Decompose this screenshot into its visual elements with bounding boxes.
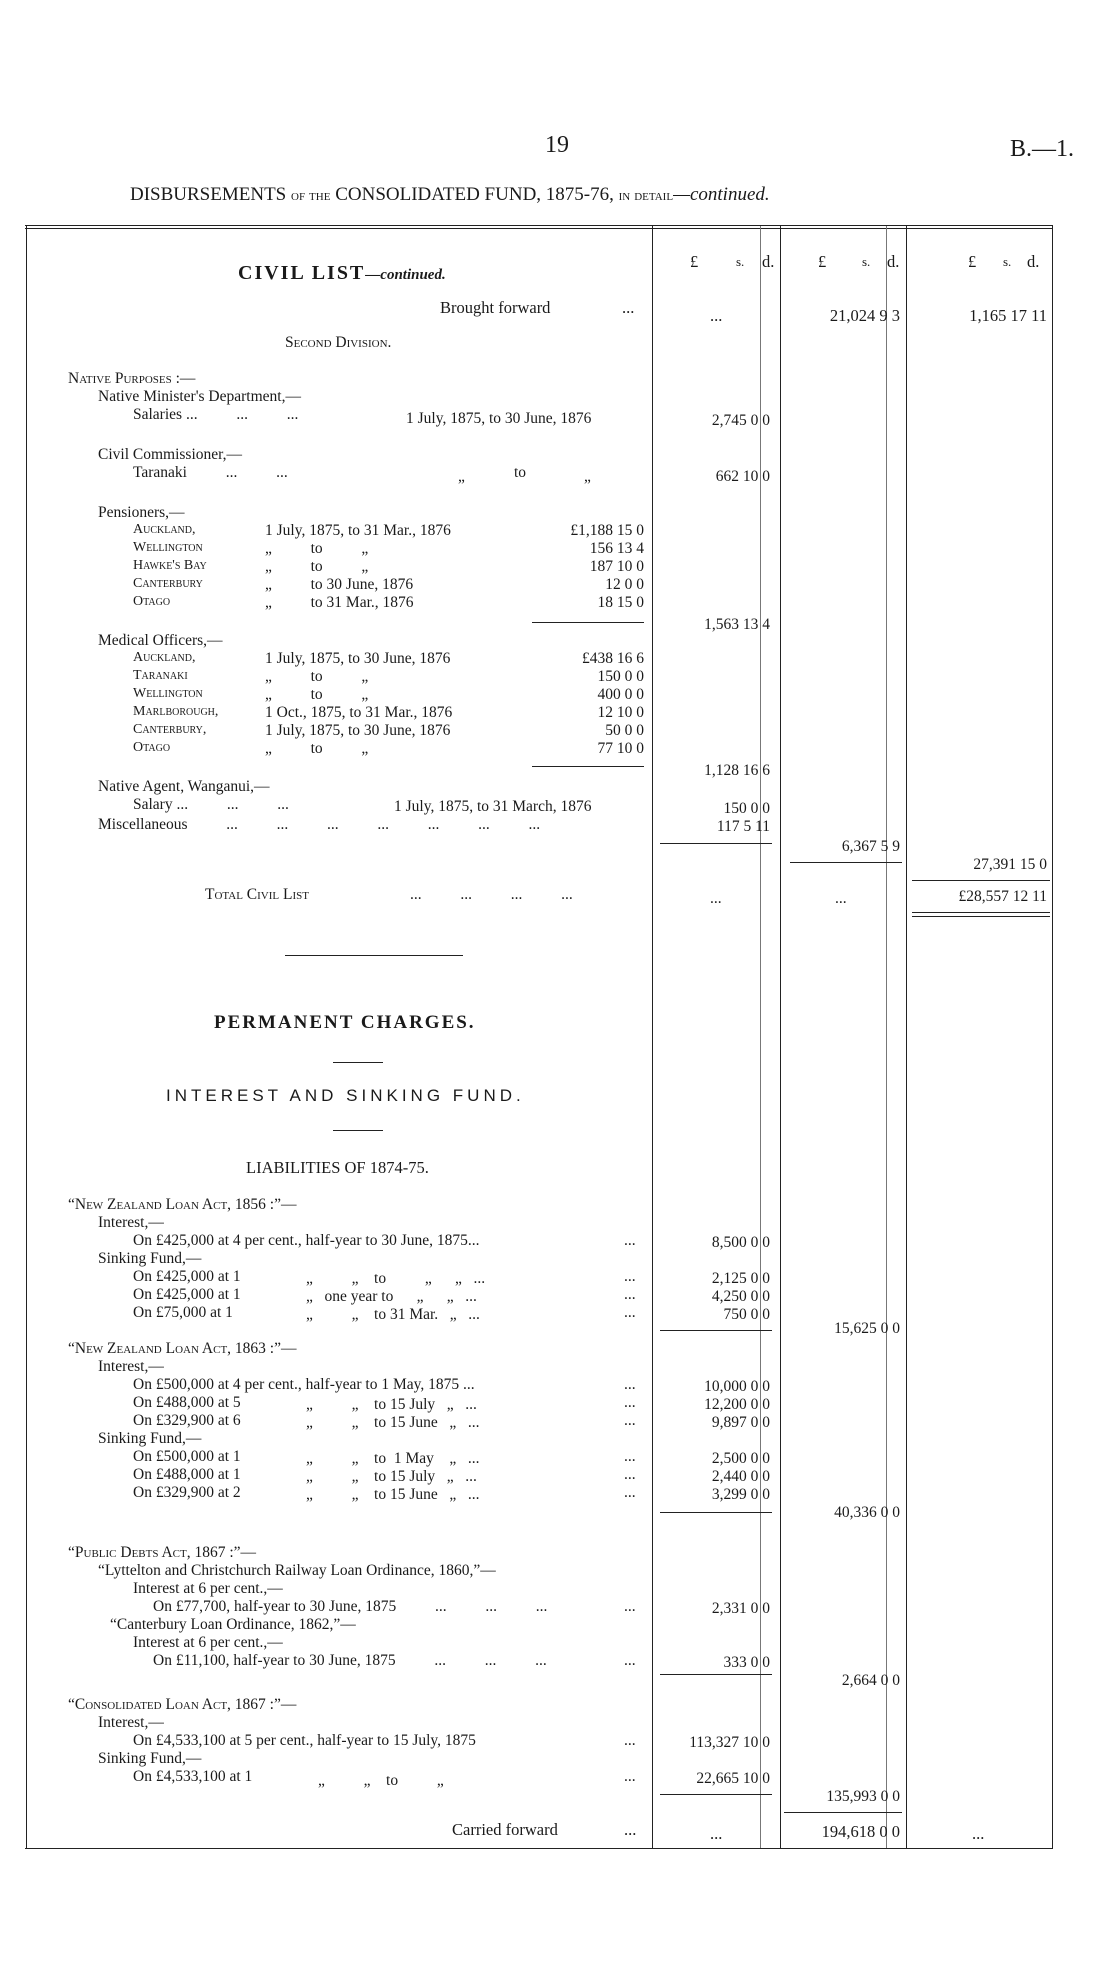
row-amount: 150 0 0 [597,668,644,685]
row-amount: 12 10 0 [597,704,644,721]
dots: ... [624,1412,636,1429]
heading-cont: —continued. [365,267,446,283]
loan-line: On £425,000 at 1 [133,1268,241,1285]
loan-line: On £75,000 at 1 [133,1304,233,1321]
ditto: „ [584,468,591,485]
col1-shillings: s. [736,254,745,269]
page-number: 19 [545,132,569,158]
table-top-rule [25,225,1053,226]
carried-col2: 194,618 0 0 [821,1822,900,1841]
period: „ to „ [265,668,369,685]
carried-col3: ... [972,1824,985,1843]
subtotal-rule [784,1812,902,1813]
interest-sinking-heading: INTEREST AND SINKING FUND. [166,1086,525,1105]
dots: ... [624,1268,636,1285]
salary-period: 1 July, 1875, to 31 March, 1876 [394,798,592,815]
section-divider [285,955,463,956]
nz1856-interest: On £425,000 at 4 per cent., half-year to 30 June, 1875... [133,1232,480,1249]
col2-pounds: £ [818,252,827,271]
loan-amount: 9,897 0 0 [711,1414,770,1431]
subtotal-rule [790,862,902,863]
place-name: Canterbury, [133,722,207,737]
loan-amount: 2,500 0 0 [711,1450,770,1467]
canterbury-amount: 333 0 0 [723,1654,770,1671]
place-name: Auckland, [133,650,196,665]
row-amount: £1,188 15 0 [570,522,644,539]
col3-pence: d. [1027,252,1040,271]
period: 1 July, 1875, to 30 June, 1876 [265,650,451,667]
subtotal-rule [532,622,644,623]
brought-forward-label: Brought forward [440,298,551,317]
cla-sinking-amount: 22,665 10 0 [696,1770,770,1787]
subtotal-rule [912,880,1050,881]
dots: ... [624,1304,636,1321]
heading-text: CIVIL LIST [238,262,366,284]
title-part: of the [291,187,331,204]
sinking-heading: Sinking Fund,— [98,1750,202,1767]
loan-period: „ „ to „ „ ... [306,1270,486,1287]
pensioners-total: 1,563 13 4 [704,616,770,633]
loan-line: On £488,000 at 5 [133,1394,241,1411]
cla-total: 135,993 0 0 [826,1788,900,1805]
dots: ... [624,1768,636,1785]
dots: ... [622,298,635,317]
cla-sinking-b: „ „ to „ [318,1772,444,1789]
sinking-heading: Sinking Fund,— [98,1250,202,1267]
loan-period: „ one year to „ „ ... [306,1288,477,1305]
table-top-rule [25,228,1053,229]
dots: ... [624,1598,636,1615]
period: „ to „ [265,686,369,703]
loan-period: „ „ to 15 July „ ... [306,1468,477,1485]
dots: ... [624,1232,636,1249]
canterbury-ordinance: “Canterbury Loan Ordinance, 1862,”— [110,1616,356,1633]
place-name: Wellington [133,686,203,701]
table-left-border [26,226,27,1848]
row-amount: 400 0 0 [597,686,644,703]
lyttelton-amount: 2,331 0 0 [711,1600,770,1617]
place-name: Otago [133,594,171,609]
place-name: Taranaki [133,668,188,683]
col3-shillings: s. [1003,254,1012,269]
dots: ... [624,1466,636,1483]
period: „ to „ [265,540,369,557]
dots: ... [624,1732,636,1749]
row-amount: 18 15 0 [597,594,644,611]
dots: ... [624,1448,636,1465]
loan-line: On £329,900 at 6 [133,1412,241,1429]
col2-shillings: s. [862,254,871,269]
subtotal-rule [660,843,772,844]
loan-period: „ „ to 31 Mar. „ ... [306,1306,480,1323]
loan-line: On £425,000 at 1 [133,1286,241,1303]
total-civil-list-label: Total Civil List [205,886,309,903]
col1-pence: d. [762,252,775,271]
interest-6: Interest at 6 per cent.,— [133,1580,283,1597]
place-name: Auckland, [133,522,196,537]
interest-heading: Interest,— [98,1358,164,1375]
nz1856-interest-amount: 8,500 0 0 [711,1234,770,1251]
total-rule [912,916,1050,917]
misc-amount: 117 5 11 [716,818,770,835]
dots: ... [624,1394,636,1411]
bf-col1: ... [710,306,723,325]
carried-col1: ... [710,1824,723,1843]
taranaki-amount: 662 10 0 [715,468,770,485]
dots: ... [624,1376,636,1393]
nz-loan-1863: “New Zealand Loan Act, 1863 :”— [68,1340,297,1357]
medical-total: 1,128 16 6 [704,762,770,779]
salary-amount: 150 0 0 [723,800,770,817]
loan-line: On £500,000 at 4 per cent., half-year to 1 May, 1875 ... [133,1376,475,1393]
consolidated-loan-act: “Consolidated Loan Act, 1867 :”— [68,1696,297,1713]
title-part: CONSOLIDATED FUND, 1875-76, [335,184,614,205]
nz-loan-1856: “New Zealand Loan Act, 1856 :”— [68,1196,297,1213]
ditto: „ [458,468,465,485]
interest-heading: Interest,— [98,1214,164,1231]
row-amount: 156 13 4 [589,540,644,557]
col3-pounds: £ [968,252,977,271]
loan-amount: 2,125 0 0 [711,1270,770,1287]
loan-amount: 3,299 0 0 [711,1486,770,1503]
place-name: Wellington [133,540,203,555]
period: „ to 30 June, 1876 [265,576,414,593]
row-amount: 77 10 0 [597,740,644,757]
civil-list-heading [238,262,446,285]
second-division: Second Division. [285,334,392,351]
period: „ to „ [265,558,369,575]
subtotal-rule [660,1794,772,1795]
canterbury-line: On £11,100, half-year to 30 June, 1875 ... ... ... [153,1652,547,1669]
cla-interest: On £4,533,100 at 5 per cent., half-year to 15 July, 1875 [133,1732,476,1749]
total-col3: £28,557 12 11 [958,888,1047,905]
place-name: Hawke's Bay [133,558,207,573]
loan-period: „ „ to 1 May „ ... [306,1450,480,1467]
loan-amount: 4,250 0 0 [711,1288,770,1305]
salaries-period: 1 July, 1875, to 30 June, 1876 [406,410,592,427]
total-col1: ... [710,890,722,907]
bf-col2: 21,024 9 3 [829,306,900,325]
liabilities-heading: LIABILITIES OF 1874-75. [246,1158,429,1177]
lyttelton-line: On £77,700, half-year to 30 June, 1875 ... ... ... [153,1598,548,1615]
place-name: Otago [133,740,171,755]
medical-heading: Medical Officers,— [98,632,223,649]
pda-total: 2,664 0 0 [841,1672,900,1689]
taranaki-label: Taranaki ... ... [133,464,288,481]
loan-period: „ „ to 15 June „ ... [306,1486,480,1503]
loan-amount: 12,200 0 0 [704,1396,770,1413]
lyttelton-ordinance: “Lyttelton and Christchurch Railway Loan Ordinance, 1860,”— [98,1562,496,1579]
total-col2: ... [835,890,847,907]
col1-pounds: £ [690,252,699,271]
place-name: Marlborough, [133,704,219,719]
cla-sinking-a: On £4,533,100 at 1 [133,1768,253,1785]
short-rule [333,1062,383,1063]
loan-period: „ „ to 15 June „ ... [306,1414,480,1431]
native-purposes: Native Purposes :— [68,370,196,387]
native-agent: Native Agent, Wanganui,— [98,778,270,795]
page-code: B.—1. [1010,136,1075,162]
salaries-amount: 2,745 0 0 [711,412,770,429]
column-divider [652,226,653,1848]
row-amount: 187 10 0 [589,558,644,575]
loan-amount: 2,440 0 0 [711,1468,770,1485]
loan-period: „ „ to 15 July „ ... [306,1396,477,1413]
loan-line: On £500,000 at 1 [133,1448,241,1465]
title-part: —continued. [673,184,770,205]
period: 1 Oct., 1875, to 31 Mar., 1876 [265,704,453,721]
table-bottom-rule [25,1848,1053,1849]
title-part: DISBURSEMENTS [130,184,287,205]
subtotal-rule [660,1512,772,1513]
total-rule [912,912,1050,913]
dots: ... [624,1286,636,1303]
interest-6: Interest at 6 per cent.,— [133,1634,283,1651]
cla-interest-amount: 113,327 10 0 [689,1734,770,1751]
subtotal-rule [660,1330,772,1331]
salaries-label: Salaries ... ... ... [133,406,299,423]
column-divider [780,226,781,1848]
period: 1 July, 1875, to 30 June, 1876 [265,722,451,739]
period: 1 July, 1875, to 31 Mar., 1876 [265,522,451,539]
column-subdivider [886,226,887,1848]
loan-amount: 10,000 0 0 [704,1378,770,1395]
permanent-charges-heading: PERMANENT CHARGES. [214,1012,476,1033]
loan-line: On £329,900 at 2 [133,1484,241,1501]
title-part: in detail [618,187,674,204]
row-amount: 12 0 0 [605,576,644,593]
dots: ... [624,1820,637,1839]
dots: ... [624,1484,636,1501]
subtotal-rule [532,766,644,767]
nz1856-total: 15,625 0 0 [834,1320,900,1337]
period: „ to „ [265,740,369,757]
interest-heading: Interest,— [98,1714,164,1731]
column-divider [906,226,907,1848]
short-rule [333,1130,383,1131]
native-minister: Native Minister's Department,— [98,388,301,405]
civil-commissioner: Civil Commissioner,— [98,446,243,463]
table-right-border [1052,226,1053,1848]
subtotal-rule [660,1674,772,1675]
col2-pence: d. [887,252,900,271]
to: to [514,464,527,481]
civil-sub-col2: 6,367 5 9 [841,838,900,855]
carried-forward-label: Carried forward [452,1820,558,1839]
place-name: Canterbury [133,576,203,591]
bf-col3: 1,165 17 11 [969,306,1047,325]
misc-label: Miscellaneous ... ... ... ... ... ... ... [98,816,541,833]
loan-amount: 750 0 0 [723,1306,770,1323]
civil-sub-col3: 27,391 15 0 [973,856,1047,873]
period: „ to 31 Mar., 1876 [265,594,414,611]
salary-label: Salary ... ... ... [133,796,289,813]
dots: ... [624,1652,636,1669]
loan-line: On £488,000 at 1 [133,1466,241,1483]
dots: ... ... ... ... [410,886,573,903]
pensioners-heading: Pensioners,— [98,504,185,521]
row-amount: £438 16 6 [582,650,644,667]
nz1863-total: 40,336 0 0 [834,1504,900,1521]
page-title [130,184,770,206]
public-debts-act: “Public Debts Act, 1867 :”— [68,1544,257,1561]
sinking-heading: Sinking Fund,— [98,1430,202,1447]
row-amount: 50 0 0 [605,722,644,739]
